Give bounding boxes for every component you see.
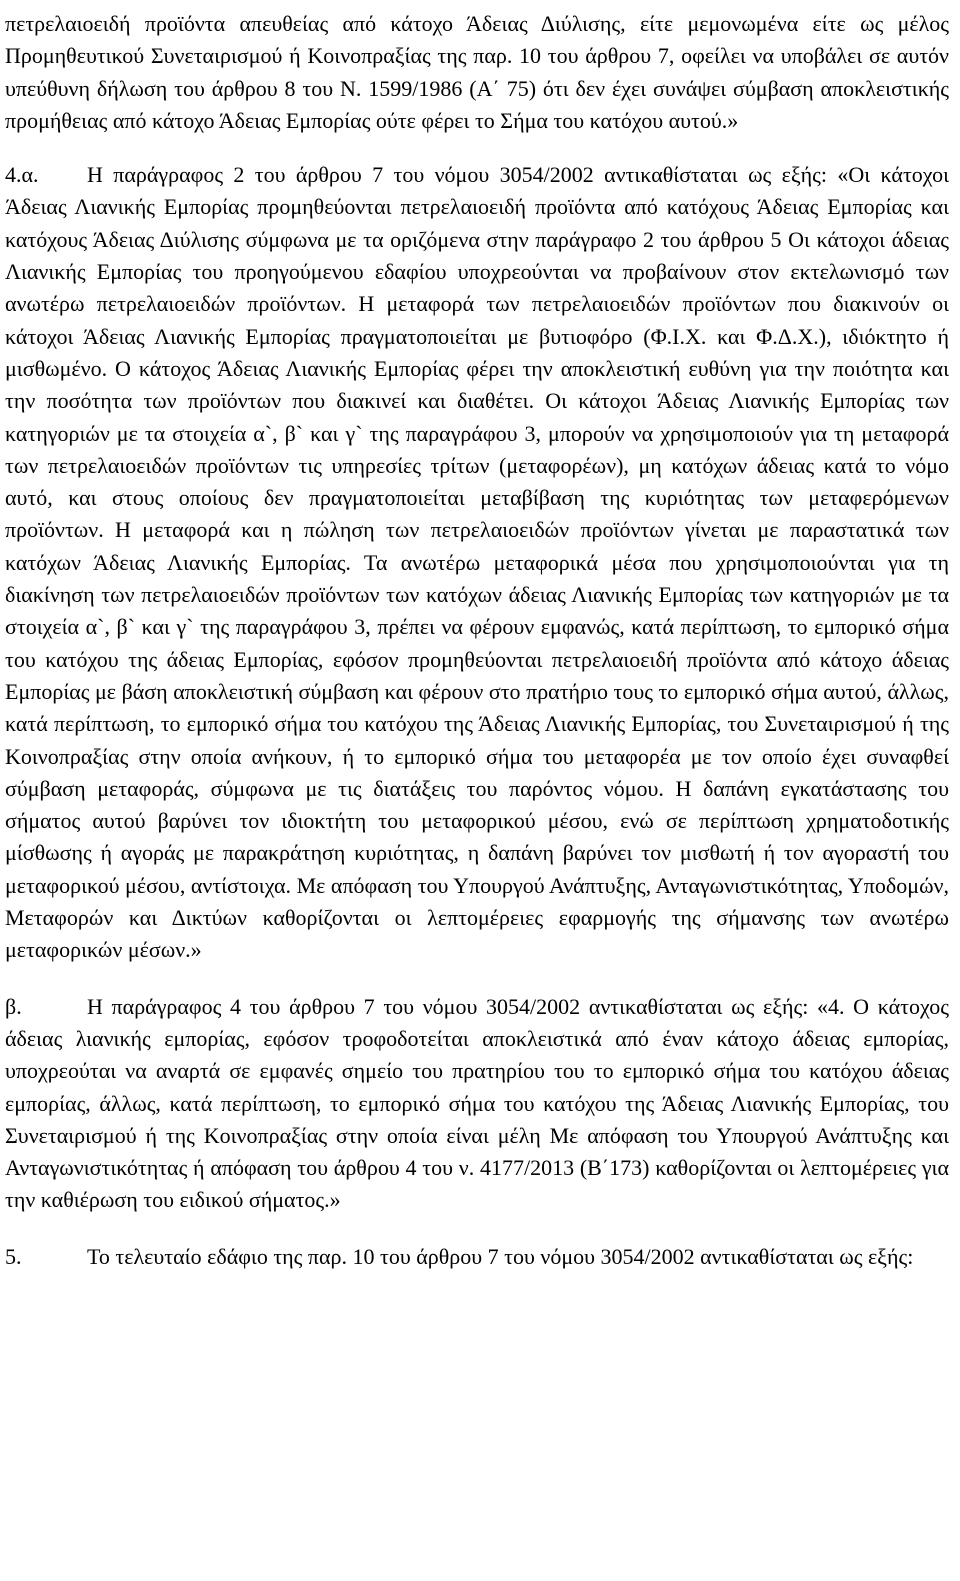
paragraph-4a [5, 159, 949, 966]
paragraph-text: Η παράγραφος 2 του άρθρου 7 του νόμου 3054/2002 αντικαθίσταται ως εξής: «Οι κάτοχοι Άδειας Λιανικής Εμπορίας προμηθεύονται πετρελαιοειδή προϊόντα από κατόχους Άδειας Εμπορίας και κατόχους Άδειας Διύλισης σύμφωνα με τα οριζόμενα στην παράγραφο 2 του άρθρου 5 Οι κάτοχοι άδειας Λιανικής Εμπορίας του προηγούμενου εδαφίου υποχρεούνται να προβαίνουν στον εκτελωνισμό των ανωτέρω πετρελαιοειδών προϊόντων. Η μεταφορά των πετρελαιοειδών προϊόντων που διακινούν οι κάτοχοι Άδειας Λιανικής Εμπορίας πραγματοποιείται με βυτιοφόρο (Φ.Ι.Χ. και Φ.Δ.Χ.), ιδιόκτητο ή μισθωμένο. Ο κάτοχος Άδειας Λιανικής Εμπορίας φέρει την αποκλειστική ευθύνη για την ποιότητα και την ποσότητα των προϊόντων που διακινεί και διαθέτει. Οι κάτοχοι Άδειας Λιανικής Εμπορίας των κατηγοριών με τα στοιχεία α`, β` και γ` της παραγράφου 3, μπορούν να χρησιμοποιούν για τη μεταφορά των πετρελαιοειδών προϊόντων τις υπηρεσίες τρίτων (μεταφορέων), μη κατόχων άδειας κατά το νόμο αυτό, και στους οποίους δεν πραγματοποιείται μεταβίβαση της κυριότητας των μεταφερόμενων προϊόντων. Η μεταφορά και η πώληση των πετρελαιοειδών προϊόντων γίνεται με παραστατικά των κατόχων Άδειας Λιανικής Εμπορίας. Τα ανωτέρω μεταφορικά μέσα που χρησιμοποιούνται για τη διακίνηση των πετρελαιοειδών προϊόντων των κατόχων άδειας Λιανικής Εμπορίας των κατηγοριών με τα στοιχεία α`, β` και γ` της παραγράφου 3, πρέπει να φέρουν εμφανώς, κατά περίπτωση, το εμπορικό σήμα του κατόχου της άδειας Εμπορίας, εφόσον προμηθεύονται πετρελαιοειδή προϊόντα από κάτοχο άδειας Εμπορίας με βάση αποκλειστική σύμβαση και φέρουν στο πρατήριο τους το εμπορικό σήμα αυτού, άλλως, κατά περίπτωση, το εμπορικό σήμα του κατόχου της Άδειας Λιανικής Εμπορίας, του Συνεταιρισμού ή της Κοινοπραξίας στην οποία ανήκουν, ή το εμπορικό σήμα του μεταφορέα με τον οποίο έχει συναφθεί σύμβαση μεταφοράς, σύμφωνα με τις διατάξεις του παρόντος νόμου. Η δαπάνη εγκατάστασης του σήματος αυτού βαρύνει τον ιδιοκτήτη του μεταφορικού μέσου, ενώ σε περίπτωση χρηματοδοτικής μίσθωσης ή αγοράς με παρακράτηση κυριότητας, η δαπάνη βαρύνει τον μισθωτή ή τον αγοραστή του μεταφορικού μέσου, αντίστοιχα. Με απόφαση του Υπουργού Ανάπτυξης, Ανταγωνιστικότητας, Υποδομών, Μεταφορών και Δικτύων καθορίζονται οι λεπτομέρειες εφαρμογής της σήμανσης των ανωτέρω μεταφορικών μέσων.» [5, 162, 949, 963]
document-page [5, 8, 949, 1273]
paragraph-number: β. [5, 993, 22, 1019]
paragraph-text: Το τελευταίο εδάφιο της παρ. 10 του άρθρου 7 του νόμου 3054/2002 αντικαθίσταται ως εξής: [87, 1243, 914, 1269]
paragraph-text: Η παράγραφος 4 του άρθρου 7 του νόμου 3054/2002 αντικαθίσταται ως εξής: «4. Ο κάτοχος άδειας λιανικής εμπορίας, εφόσον τροφοδοτείται αποκλειστικά από έναν κάτοχο άδειας εμπορίας, υποχρεούται να αναρτά σε εμφανές σημείο του πρατηρίου του το εμπορικό σήμα του κατόχου άδειας εμπορίας, άλλως, κατά περίπτωση, το εμπορικό σήμα του κατόχου της Άδειας Λιανικής Εμπορίας, του Συνεταιρισμού ή της Κοινοπραξίας στην οποία είναι μέλη Με απόφαση του Υπουργού Ανάπτυξης και Ανταγωνιστικότητας ή απόφαση του άρθρου 4 του ν. 4177/2013 (Β΄173) καθορίζονται οι λεπτομέρειες για την καθιέρωση του ειδικού σήματος.» [5, 993, 949, 1213]
paragraph-number: 5. [5, 1243, 22, 1269]
paragraph-5 [5, 1241, 949, 1273]
paragraph-number: 4.α. [5, 162, 39, 188]
paragraph-4b [5, 991, 949, 1217]
paragraph-continuation: πετρελαιοειδή προϊόντα απευθείας από κάτοχο Άδειας Διύλισης, είτε μεμονωμένα είτε ως μέλος Προμηθευτικού Συνεταιρισμού ή Κοινοπραξίας της παρ. 10 του άρθρου 7, οφείλει να υποβάλει σε αυτόν υπεύθυνη δήλωση του άρθρου 8 του Ν. 1599/1986 (Α΄ 75) ότι δεν έχει συνάψει σύμβαση αποκλειστικής προμήθειας από κάτοχο Άδειας Εμπορίας ούτε φέρει το Σήμα του κατόχου αυτού.» [5, 11, 949, 133]
